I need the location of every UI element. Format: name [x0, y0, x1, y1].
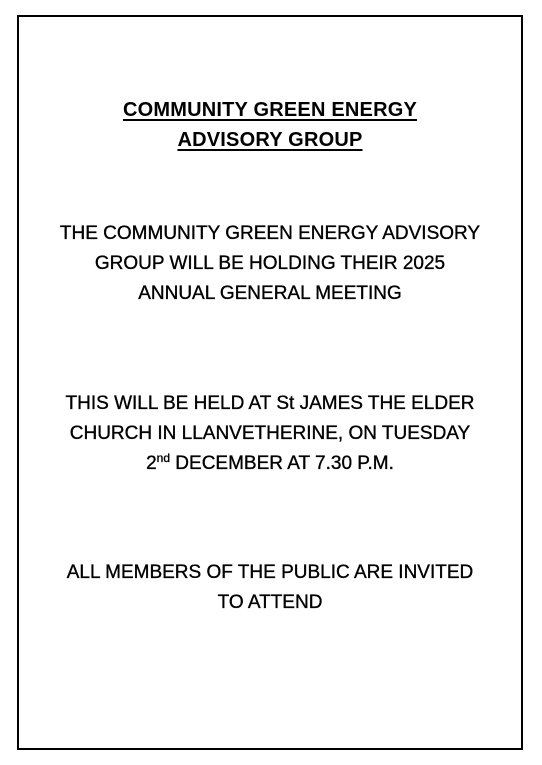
announcement-line-1: THE COMMUNITY GREEN ENERGY ADVISORY	[59, 223, 481, 244]
title-line-2: ADVISORY GROUP	[177, 129, 363, 151]
venue-line-2: CHURCH IN LLANVETHERINE, ON TUESDAY	[69, 423, 471, 444]
invitation-line-1: ALL MEMBERS OF THE PUBLIC ARE INVITED	[66, 562, 474, 583]
notice-title	[19, 95, 521, 155]
date-day: 2	[146, 453, 157, 474]
meeting-announcement	[19, 219, 521, 309]
venue-date-line	[19, 449, 521, 479]
date-rest: DECEMBER AT 7.30 P.M.	[170, 453, 394, 474]
announcement-line-3: ANNUAL GENERAL MEETING	[138, 283, 402, 304]
date-ordinal: nd	[156, 451, 171, 465]
announcement-line-2: GROUP WILL BE HOLDING THEIR 2025	[94, 253, 446, 274]
venue-details	[19, 389, 521, 479]
title-line-1: COMMUNITY GREEN ENERGY	[122, 99, 418, 121]
venue-line-1: THIS WILL BE HELD AT St JAMES THE ELDER	[65, 393, 475, 414]
invitation-line-2: TO ATTEND	[217, 592, 323, 613]
notice-frame	[17, 15, 523, 750]
public-invitation	[19, 558, 521, 618]
